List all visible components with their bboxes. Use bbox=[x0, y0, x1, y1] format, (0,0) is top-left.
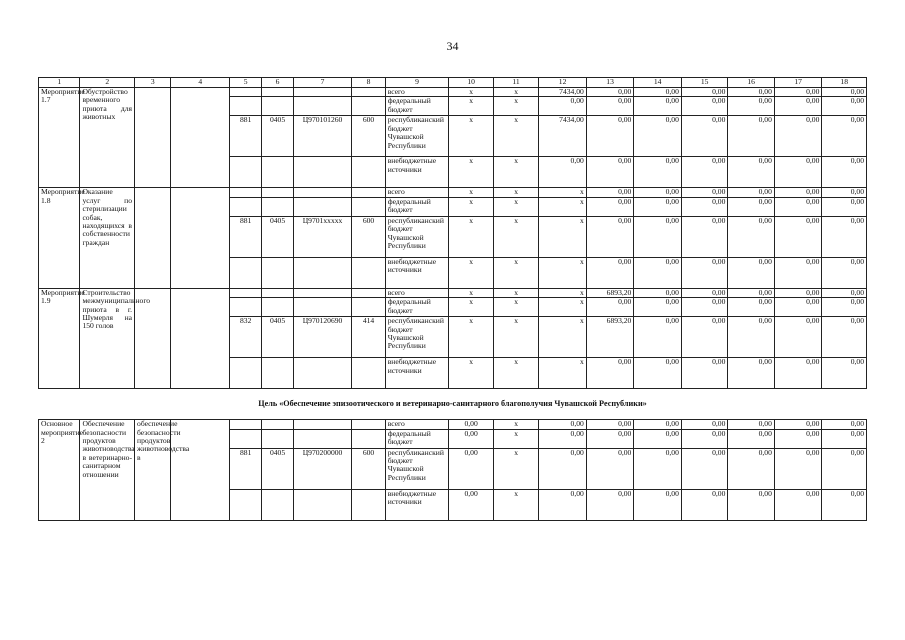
amount-cell: x bbox=[493, 288, 538, 297]
amount-cell: x bbox=[539, 317, 587, 358]
amount-cell: 0,00 bbox=[539, 429, 587, 448]
amount-cell: 0,00 bbox=[774, 88, 822, 97]
funding-source: республиканский бюджет Чувашской Республики bbox=[385, 116, 449, 157]
amount-cell: 6893,20 bbox=[586, 317, 634, 358]
target-article-code: Ц970120690 bbox=[293, 317, 352, 358]
measure-col4 bbox=[171, 288, 230, 388]
funding-source: федеральный бюджет bbox=[385, 298, 449, 317]
section-code bbox=[262, 489, 293, 520]
amount-cell: 0,00 bbox=[449, 448, 493, 489]
column-header: 15 bbox=[681, 78, 728, 88]
amount-cell: 0,00 bbox=[774, 288, 822, 297]
grbs-code bbox=[230, 97, 262, 116]
target-article-code bbox=[293, 257, 352, 288]
amount-cell: 0,00 bbox=[774, 489, 822, 520]
amount-cell: 0,00 bbox=[728, 88, 775, 97]
amount-cell: x bbox=[449, 298, 493, 317]
amount-cell: 0,00 bbox=[774, 358, 822, 389]
amount-cell: 0,00 bbox=[728, 157, 775, 188]
grbs-code bbox=[230, 358, 262, 389]
measure-col3 bbox=[135, 188, 171, 288]
column-header: 5 bbox=[230, 78, 262, 88]
amount-cell: 0,00 bbox=[774, 317, 822, 358]
amount-cell: 0,00 bbox=[586, 88, 634, 97]
expense-type-code bbox=[352, 489, 385, 520]
amount-cell: 0,00 bbox=[539, 97, 587, 116]
section-code: 0405 bbox=[262, 116, 293, 157]
column-header: 14 bbox=[634, 78, 682, 88]
amount-cell: 0,00 bbox=[822, 317, 867, 358]
target-article-code bbox=[293, 489, 352, 520]
amount-cell: 0,00 bbox=[634, 88, 682, 97]
column-header: 11 bbox=[493, 78, 538, 88]
amount-cell: 0,00 bbox=[728, 97, 775, 116]
amount-cell: x bbox=[449, 197, 493, 216]
amount-cell: x bbox=[493, 97, 538, 116]
amount-cell: x bbox=[493, 116, 538, 157]
measure-col3: обеспечение безопасности продуктов животноводства в bbox=[135, 420, 171, 520]
amount-cell: 0,00 bbox=[681, 298, 728, 317]
amount-cell: 0,00 bbox=[774, 420, 822, 429]
amount-cell: x bbox=[449, 317, 493, 358]
measure-col4 bbox=[171, 88, 230, 188]
amount-cell: 0,00 bbox=[728, 317, 775, 358]
grbs-code bbox=[230, 257, 262, 288]
amount-cell: x bbox=[493, 188, 538, 197]
amount-cell: 0,00 bbox=[681, 116, 728, 157]
grbs-code: 881 bbox=[230, 116, 262, 157]
grbs-code bbox=[230, 88, 262, 97]
expense-type-code bbox=[352, 188, 385, 197]
amount-cell: 7434,00 bbox=[539, 88, 587, 97]
table-row bbox=[39, 88, 867, 97]
amount-cell: x bbox=[493, 429, 538, 448]
amount-cell: 0,00 bbox=[681, 489, 728, 520]
target-article-code: Ц9701xxxxx bbox=[293, 216, 352, 257]
measure-name: Обустройство временного приюта для животных bbox=[80, 88, 135, 188]
section-code bbox=[262, 88, 293, 97]
amount-cell: 0,00 bbox=[449, 489, 493, 520]
amount-cell: 0,00 bbox=[449, 420, 493, 429]
grbs-code bbox=[230, 420, 262, 429]
column-header: 13 bbox=[586, 78, 634, 88]
funding-source: всего bbox=[385, 288, 449, 297]
section-code bbox=[262, 257, 293, 288]
amount-cell: 0,00 bbox=[822, 489, 867, 520]
section-code bbox=[262, 188, 293, 197]
amount-cell: x bbox=[449, 188, 493, 197]
expense-type-code: 414 bbox=[352, 317, 385, 358]
amount-cell: 0,00 bbox=[634, 448, 682, 489]
measure-code: Мероприятие 1.9 bbox=[39, 288, 80, 388]
amount-cell: 0,00 bbox=[634, 188, 682, 197]
amount-cell: 0,00 bbox=[822, 257, 867, 288]
amount-cell: x bbox=[493, 197, 538, 216]
amount-cell: x bbox=[449, 157, 493, 188]
amount-cell: 0,00 bbox=[586, 420, 634, 429]
target-article-code bbox=[293, 288, 352, 297]
page-number: 34 bbox=[446, 39, 459, 53]
amount-cell: 0,00 bbox=[586, 116, 634, 157]
amount-cell: 0,00 bbox=[728, 489, 775, 520]
expense-type-code bbox=[352, 157, 385, 188]
amount-cell: x bbox=[539, 288, 587, 297]
amount-cell: 0,00 bbox=[449, 429, 493, 448]
amount-cell: 0,00 bbox=[681, 157, 728, 188]
amount-cell: 0,00 bbox=[822, 288, 867, 297]
expense-type-code bbox=[352, 420, 385, 429]
amount-cell: x bbox=[539, 197, 587, 216]
amount-cell: x bbox=[539, 188, 587, 197]
amount-cell: 0,00 bbox=[634, 298, 682, 317]
expense-type-code bbox=[352, 97, 385, 116]
amount-cell: 0,00 bbox=[681, 317, 728, 358]
amount-cell: 0,00 bbox=[774, 216, 822, 257]
amount-cell: 0,00 bbox=[822, 216, 867, 257]
amount-cell: x bbox=[449, 288, 493, 297]
amount-cell: 0,00 bbox=[681, 188, 728, 197]
amount-cell: 0,00 bbox=[681, 288, 728, 297]
table-row bbox=[39, 420, 867, 429]
measure-col3 bbox=[135, 88, 171, 188]
amount-cell: 0,00 bbox=[728, 358, 775, 389]
amount-cell: x bbox=[493, 216, 538, 257]
grbs-code bbox=[230, 197, 262, 216]
funding-source: федеральный бюджет bbox=[385, 197, 449, 216]
amount-cell: 0,00 bbox=[681, 197, 728, 216]
funding-source: всего bbox=[385, 188, 449, 197]
amount-cell: 0,00 bbox=[586, 489, 634, 520]
grbs-code: 881 bbox=[230, 448, 262, 489]
section-code bbox=[262, 420, 293, 429]
amount-cell: 0,00 bbox=[822, 429, 867, 448]
amount-cell: 0,00 bbox=[822, 116, 867, 157]
amount-cell: x bbox=[539, 358, 587, 389]
amount-cell: 0,00 bbox=[728, 420, 775, 429]
amount-cell: x bbox=[539, 298, 587, 317]
amount-cell: 0,00 bbox=[586, 257, 634, 288]
column-header: 8 bbox=[352, 78, 385, 88]
amount-cell: 0,00 bbox=[681, 257, 728, 288]
column-header: 17 bbox=[774, 78, 822, 88]
amount-cell: 0,00 bbox=[681, 216, 728, 257]
amount-cell: 0,00 bbox=[822, 197, 867, 216]
section-code: 0405 bbox=[262, 216, 293, 257]
amount-cell: 0,00 bbox=[774, 97, 822, 116]
amount-cell: 0,00 bbox=[586, 97, 634, 116]
amount-cell: 0,00 bbox=[822, 448, 867, 489]
amount-cell: x bbox=[493, 157, 538, 188]
header-row bbox=[39, 78, 867, 88]
amount-cell: 0,00 bbox=[634, 288, 682, 297]
amount-cell: 7434,00 bbox=[539, 116, 587, 157]
amount-cell: 0,00 bbox=[728, 429, 775, 448]
section-code bbox=[262, 97, 293, 116]
amount-cell: 0,00 bbox=[822, 298, 867, 317]
section-code bbox=[262, 197, 293, 216]
section-code bbox=[262, 288, 293, 297]
expense-type-code bbox=[352, 88, 385, 97]
amount-cell: 0,00 bbox=[586, 188, 634, 197]
amount-cell: 0,00 bbox=[539, 489, 587, 520]
amount-cell: x bbox=[493, 257, 538, 288]
section-code bbox=[262, 298, 293, 317]
section-code bbox=[262, 358, 293, 389]
measure-code: Мероприятие 1.7 bbox=[39, 88, 80, 188]
column-header: 4 bbox=[171, 78, 230, 88]
amount-cell: 0,00 bbox=[586, 429, 634, 448]
amount-cell: x bbox=[493, 448, 538, 489]
amount-cell: x bbox=[449, 216, 493, 257]
grbs-code bbox=[230, 288, 262, 297]
column-header: 16 bbox=[728, 78, 775, 88]
target-article-code bbox=[293, 97, 352, 116]
amount-cell: 0,00 bbox=[774, 429, 822, 448]
amount-cell: x bbox=[539, 216, 587, 257]
amount-cell: 0,00 bbox=[681, 97, 728, 116]
section-code: 0405 bbox=[262, 448, 293, 489]
amount-cell: x bbox=[449, 116, 493, 157]
amount-cell: 0,00 bbox=[634, 429, 682, 448]
expense-type-code bbox=[352, 257, 385, 288]
amount-cell: 0,00 bbox=[586, 216, 634, 257]
column-header: 18 bbox=[822, 78, 867, 88]
funding-source: федеральный бюджет bbox=[385, 429, 449, 448]
funding-source: всего bbox=[385, 88, 449, 97]
amount-cell: 0,00 bbox=[728, 298, 775, 317]
amount-cell: 0,00 bbox=[634, 197, 682, 216]
amount-cell: 0,00 bbox=[728, 288, 775, 297]
amount-cell: x bbox=[493, 420, 538, 429]
column-header: 12 bbox=[539, 78, 587, 88]
target-article-code bbox=[293, 157, 352, 188]
column-header: 2 bbox=[80, 78, 135, 88]
table-row bbox=[39, 188, 867, 197]
amount-cell: 0,00 bbox=[681, 448, 728, 489]
amount-cell: 0,00 bbox=[774, 257, 822, 288]
funding-source: внебюджетные источники bbox=[385, 358, 449, 389]
expense-type-code: 600 bbox=[352, 448, 385, 489]
amount-cell: 0,00 bbox=[728, 197, 775, 216]
measure-name: Обеспечение безопасности продуктов животноводства в ветеринарно-санитарном отношении bbox=[80, 420, 135, 520]
amount-cell: 0,00 bbox=[634, 116, 682, 157]
amount-cell: x bbox=[449, 358, 493, 389]
amount-cell: 0,00 bbox=[681, 429, 728, 448]
expense-type-code: 600 bbox=[352, 216, 385, 257]
funding-source: федеральный бюджет bbox=[385, 97, 449, 116]
amount-cell: 0,00 bbox=[634, 420, 682, 429]
amount-cell: 0,00 bbox=[822, 420, 867, 429]
amount-cell: x bbox=[493, 298, 538, 317]
amount-cell: 0,00 bbox=[539, 420, 587, 429]
amount-cell: 0,00 bbox=[822, 97, 867, 116]
expense-type-code bbox=[352, 429, 385, 448]
amount-cell: 0,00 bbox=[822, 358, 867, 389]
amount-cell: x bbox=[449, 257, 493, 288]
table-row bbox=[39, 288, 867, 297]
amount-cell: x bbox=[449, 88, 493, 97]
amount-cell: 6893,20 bbox=[586, 288, 634, 297]
amount-cell: x bbox=[449, 97, 493, 116]
expense-type-code bbox=[352, 298, 385, 317]
amount-cell: 0,00 bbox=[634, 317, 682, 358]
grbs-code bbox=[230, 298, 262, 317]
expense-type-code: 600 bbox=[352, 116, 385, 157]
expense-type-code bbox=[352, 197, 385, 216]
goal-row bbox=[39, 389, 867, 420]
funding-source: внебюджетные источники bbox=[385, 489, 449, 520]
column-header: 10 bbox=[449, 78, 493, 88]
target-article-code bbox=[293, 420, 352, 429]
section-code bbox=[262, 157, 293, 188]
amount-cell: 0,00 bbox=[774, 157, 822, 188]
measure-col4 bbox=[171, 188, 230, 288]
target-article-code bbox=[293, 429, 352, 448]
measure-code: Основное мероприятие 2 bbox=[39, 420, 80, 520]
target-article-code bbox=[293, 298, 352, 317]
amount-cell: 0,00 bbox=[681, 88, 728, 97]
amount-cell: 0,00 bbox=[822, 188, 867, 197]
section-code: 0405 bbox=[262, 317, 293, 358]
expense-type-code bbox=[352, 358, 385, 389]
amount-cell: 0,00 bbox=[586, 298, 634, 317]
amount-cell: 0,00 bbox=[634, 216, 682, 257]
amount-cell: 0,00 bbox=[774, 116, 822, 157]
amount-cell: 0,00 bbox=[539, 448, 587, 489]
amount-cell: 0,00 bbox=[774, 448, 822, 489]
amount-cell: 0,00 bbox=[728, 448, 775, 489]
amount-cell: 0,00 bbox=[586, 358, 634, 389]
amount-cell: 0,00 bbox=[822, 157, 867, 188]
target-article-code bbox=[293, 188, 352, 197]
amount-cell: 0,00 bbox=[681, 420, 728, 429]
funding-source: республиканский бюджет Чувашской Республики bbox=[385, 448, 449, 489]
grbs-code: 881 bbox=[230, 216, 262, 257]
amount-cell: 0,00 bbox=[774, 197, 822, 216]
grbs-code: 832 bbox=[230, 317, 262, 358]
amount-cell: x bbox=[493, 317, 538, 358]
amount-cell: 0,00 bbox=[822, 88, 867, 97]
grbs-code bbox=[230, 429, 262, 448]
amount-cell: 0,00 bbox=[539, 157, 587, 188]
funding-source: республиканский бюджет Чувашской Республики bbox=[385, 317, 449, 358]
amount-cell: 0,00 bbox=[586, 197, 634, 216]
amount-cell: 0,00 bbox=[774, 298, 822, 317]
column-header: 9 bbox=[385, 78, 449, 88]
measure-code: Мероприятие 1.8 bbox=[39, 188, 80, 288]
amount-cell: 0,00 bbox=[586, 448, 634, 489]
target-article-code: Ц970101260 bbox=[293, 116, 352, 157]
grbs-code bbox=[230, 157, 262, 188]
amount-cell: x bbox=[493, 489, 538, 520]
amount-cell: 0,00 bbox=[728, 257, 775, 288]
amount-cell: x bbox=[539, 257, 587, 288]
budget-table bbox=[38, 77, 867, 521]
target-article-code bbox=[293, 358, 352, 389]
amount-cell: 0,00 bbox=[634, 157, 682, 188]
funding-source: внебюджетные источники bbox=[385, 257, 449, 288]
target-article-code: Ц970200000 bbox=[293, 448, 352, 489]
column-header: 3 bbox=[135, 78, 171, 88]
funding-source: внебюджетные источники bbox=[385, 157, 449, 188]
funding-source: всего bbox=[385, 420, 449, 429]
expense-type-code bbox=[352, 288, 385, 297]
amount-cell: x bbox=[493, 88, 538, 97]
column-header: 1 bbox=[39, 78, 80, 88]
amount-cell: 0,00 bbox=[634, 358, 682, 389]
measure-name: Строительство межмуниципального приюта в г. Шумерля на 150 голов bbox=[80, 288, 135, 388]
amount-cell: x bbox=[493, 358, 538, 389]
amount-cell: 0,00 bbox=[634, 489, 682, 520]
amount-cell: 0,00 bbox=[728, 188, 775, 197]
amount-cell: 0,00 bbox=[728, 116, 775, 157]
amount-cell: 0,00 bbox=[681, 358, 728, 389]
amount-cell: 0,00 bbox=[634, 97, 682, 116]
goal-heading: Цель «Обеспечение эпизоотического и ветеринарно-санитарного благополучия Чувашской Республики» bbox=[39, 389, 867, 420]
amount-cell: 0,00 bbox=[634, 257, 682, 288]
column-header: 6 bbox=[262, 78, 293, 88]
amount-cell: 0,00 bbox=[774, 188, 822, 197]
amount-cell: 0,00 bbox=[728, 216, 775, 257]
grbs-code bbox=[230, 188, 262, 197]
target-article-code bbox=[293, 88, 352, 97]
measure-name: Оказание услуг по стерилизации собак, находящихся в собственности граждан bbox=[80, 188, 135, 288]
target-article-code bbox=[293, 197, 352, 216]
funding-source: республиканский бюджет Чувашской Республики bbox=[385, 216, 449, 257]
amount-cell: 0,00 bbox=[586, 157, 634, 188]
grbs-code bbox=[230, 489, 262, 520]
column-header: 7 bbox=[293, 78, 352, 88]
section-code bbox=[262, 429, 293, 448]
